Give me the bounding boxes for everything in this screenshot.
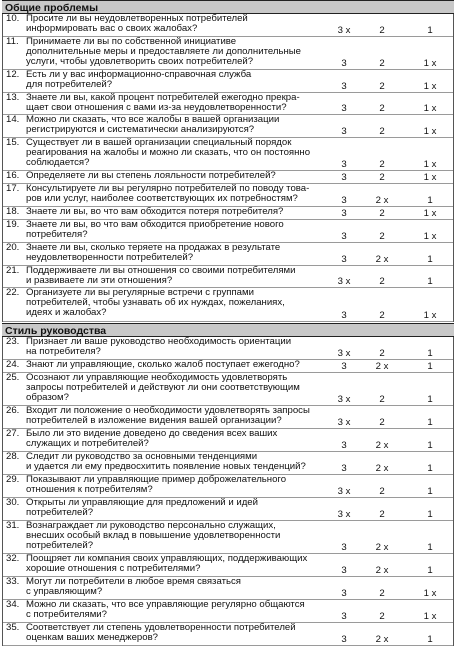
answer-2: 2 x xyxy=(375,565,389,576)
answer-2: 2 xyxy=(379,58,385,69)
question-text: Следит ли руководство за основными тенденциями и удается ли ему предвосхитить появление новых тенденций? xyxy=(26,451,306,472)
table-row xyxy=(3,337,453,360)
answer-2: 2 x xyxy=(375,542,389,553)
answer-1: 1 xyxy=(427,254,433,265)
answer-2: 2 xyxy=(379,81,385,92)
answer-2: 2 xyxy=(379,348,385,359)
answer-1: 1 xyxy=(427,542,433,553)
section-title-general: Общие проблемы xyxy=(2,0,454,14)
question-number: 31. xyxy=(6,520,20,531)
question-text: Открыты ли управляющие для предложений и идей потребителей? xyxy=(26,497,258,518)
question-number: 13. xyxy=(6,92,20,103)
table-row xyxy=(3,623,453,646)
question-text: Было ли это видение доведено до сведения всех ваших служащих и потребителей? xyxy=(26,428,278,449)
answer-2: 2 xyxy=(379,310,385,321)
answer-1: 1 xyxy=(427,25,433,36)
question-number: 30. xyxy=(6,497,20,508)
answer-1: 1 xyxy=(427,417,433,428)
answer-2: 2 xyxy=(379,159,385,170)
question-number: 11. xyxy=(6,36,19,47)
question-text: Входит ли положение о необходимости удовлетворять запросы потребителей в изложение видения вашей организации? xyxy=(26,405,310,426)
question-text: Могут ли потребители в любое время связаться с управляющим? xyxy=(26,576,241,597)
answer-2: 2 xyxy=(379,172,385,183)
table-row xyxy=(3,600,453,623)
question-text: Знают ли управляющие, сколько жалоб поступает ежегодно? xyxy=(26,359,300,370)
table-row xyxy=(3,429,453,452)
answer-3: 3 xyxy=(341,81,347,92)
answer-2: 2 xyxy=(379,588,385,599)
answer-1: 1 xyxy=(427,348,433,359)
answer-1: 1 x xyxy=(423,172,437,183)
answer-2: 2 xyxy=(379,126,385,137)
answer-2: 2 xyxy=(379,509,385,520)
table-row xyxy=(3,577,453,600)
question-text: Поощряет ли компания своих управляющих, поддерживающих хорошие отношения с потребителями? xyxy=(26,553,308,574)
answer-2: 2 xyxy=(379,417,385,428)
answer-3: 3 xyxy=(341,361,347,372)
answer-3: 3 xyxy=(341,463,347,474)
table-row xyxy=(3,14,453,37)
answer-2: 2 x xyxy=(375,463,389,474)
answer-1: 1 xyxy=(427,361,433,372)
question-text: Показывают ли управляющие пример доброжелательного отношения к потребителям? xyxy=(26,474,287,495)
answer-1: 1 x xyxy=(423,58,437,69)
answer-2: 2 xyxy=(379,231,385,242)
question-number: 34. xyxy=(6,599,20,610)
question-text: Организуете ли вы регулярные встречи с группами потребителей, чтобы узнавать об их нуждах, пожеланиях, идеях и жалобах? xyxy=(26,287,285,318)
answer-1: 1 xyxy=(427,565,433,576)
answer-1: 1 x xyxy=(423,126,437,137)
answer-1: 1 xyxy=(427,486,433,497)
answer-2: 2 xyxy=(379,611,385,622)
answer-3: 3 xyxy=(341,195,347,206)
answer-1: 1 x xyxy=(423,81,437,92)
answer-3: 3 xyxy=(341,254,347,265)
question-number: 17. xyxy=(6,183,20,194)
question-number: 33. xyxy=(6,576,20,587)
question-text: Просите ли вы неудовлетворенных потребителей информировать вас о своих жалобах? xyxy=(26,13,248,34)
answer-2: 2 xyxy=(379,103,385,114)
answer-3: 3 xyxy=(341,231,347,242)
answer-3: 3 xyxy=(341,634,347,645)
answer-3: 3 x xyxy=(337,486,351,497)
question-text: Есть ли у вас информационно-справочная служба для потребителей? xyxy=(26,69,252,90)
answer-3: 3 xyxy=(341,588,347,599)
question-text: Знаете ли вы, сколько теряете на продажах в результате неудовлетворенности потребителей? xyxy=(26,242,281,263)
answer-2: 2 x xyxy=(375,361,389,372)
answer-3: 3 xyxy=(341,542,347,553)
question-number: 23. xyxy=(6,336,20,347)
question-number: 25. xyxy=(6,372,20,383)
question-number: 19. xyxy=(6,219,20,230)
table-row xyxy=(3,93,453,115)
question-text: Вознаграждает ли руководство персонально служащих, внесших особый вклад в повышение удовлетворенности потребителей? xyxy=(26,520,281,551)
answer-2: 2 xyxy=(379,486,385,497)
question-text: Определяете ли вы степень лояльности потребителей? xyxy=(26,170,276,181)
question-number: 29. xyxy=(6,474,20,485)
answer-1: 1 x xyxy=(423,611,437,622)
section-title-leadership: Стиль руководства xyxy=(2,323,454,337)
answer-1: 1 x xyxy=(423,159,437,170)
answer-1: 1 xyxy=(427,463,433,474)
answer-3: 3 xyxy=(341,172,347,183)
answer-3: 3 xyxy=(341,58,347,69)
question-text: Можно ли сказать, что все управляющие регулярно общаются с потребителями? xyxy=(26,599,305,620)
answer-3: 3 xyxy=(341,208,347,219)
answer-2: 2 xyxy=(379,394,385,405)
question-number: 16. xyxy=(6,170,20,181)
question-text: Знаете ли вы, какой процент потребителей ежегодно прекра- щает свои отношения с вами из-за неудовлетворенности? xyxy=(26,92,300,113)
table-row xyxy=(3,373,453,406)
question-number: 12. xyxy=(6,69,20,80)
answer-1: 1 xyxy=(427,195,433,206)
answer-3: 3 x xyxy=(337,25,351,36)
answer-1: 1 xyxy=(427,276,433,287)
table-row xyxy=(3,138,453,171)
answer-3: 3 x xyxy=(337,348,351,359)
answer-3: 3 xyxy=(341,440,347,451)
question-text: Осознают ли управляющие необходимость удовлетворять запросы потребителей и действуют ли они соответствующим образом? xyxy=(26,372,300,403)
answer-2: 2 x xyxy=(375,440,389,451)
question-number: 26. xyxy=(6,405,20,416)
answer-2: 2 x xyxy=(375,254,389,265)
answer-3: 3 xyxy=(341,310,347,321)
question-number: 14. xyxy=(6,114,20,125)
question-number: 24. xyxy=(6,359,20,370)
answer-2: 2 x xyxy=(375,634,389,645)
table-row xyxy=(3,475,453,498)
section-rows-general xyxy=(2,14,454,322)
table-row xyxy=(3,554,453,577)
questionnaire-sheet xyxy=(2,0,454,646)
table-row xyxy=(3,220,453,243)
table-row xyxy=(3,406,453,429)
answer-1: 1 x xyxy=(423,310,437,321)
answer-2: 2 xyxy=(379,276,385,287)
question-text: Принимаете ли вы по собственной инициативе дополнительные меры и предоставляете ли дополнительные услуги, чтобы удовлетворить своих потребителей? xyxy=(26,36,301,67)
question-number: 15. xyxy=(6,137,20,148)
question-text: Консультируете ли вы регулярно потребителей по поводу това- ров или услуг, наиболее соответствующих их потребностям? xyxy=(26,183,310,204)
answer-1: 1 xyxy=(427,394,433,405)
question-number: 27. xyxy=(6,428,20,439)
question-number: 21. xyxy=(6,265,20,276)
table-row xyxy=(3,70,453,93)
question-text: Соответствует ли степень удовлетворенности потребителей оценкам ваших менеджеров? xyxy=(26,622,296,643)
table-row xyxy=(3,266,453,288)
table-row xyxy=(3,37,453,70)
question-number: 22. xyxy=(6,287,20,298)
answer-3: 3 x xyxy=(337,276,351,287)
section-rows-leadership xyxy=(2,337,454,646)
answer-3: 3 xyxy=(341,565,347,576)
answer-1: 1 xyxy=(427,634,433,645)
answer-3: 3 x xyxy=(337,417,351,428)
question-number: 32. xyxy=(6,553,20,564)
table-row xyxy=(3,115,453,138)
answer-1: 1 x xyxy=(423,231,437,242)
question-number: 28. xyxy=(6,451,20,462)
answer-3: 3 xyxy=(341,126,347,137)
answer-1: 1 xyxy=(427,440,433,451)
question-text: Знаете ли вы, во что вам обходится приобретение нового потребителя? xyxy=(26,219,284,240)
answer-1: 1 x xyxy=(423,588,437,599)
answer-3: 3 xyxy=(341,159,347,170)
answer-2: 2 x xyxy=(375,195,389,206)
answer-3: 3 x xyxy=(337,394,351,405)
answer-1: 1 x xyxy=(423,208,437,219)
question-text: Признает ли ваше руководство необходимость ориентации на потребителя? xyxy=(26,336,292,357)
table-row xyxy=(3,521,453,554)
table-row xyxy=(3,452,453,475)
answer-3: 3 xyxy=(341,103,347,114)
answer-1: 1 x xyxy=(423,103,437,114)
question-number: 35. xyxy=(6,622,20,633)
answer-3: 3 xyxy=(341,611,347,622)
question-text: Знаете ли вы, во что вам обходится потеря потребителя? xyxy=(26,206,284,217)
answer-3: 3 x xyxy=(337,509,351,520)
table-row xyxy=(3,184,453,207)
table-row xyxy=(3,498,453,521)
question-number: 18. xyxy=(6,206,20,217)
question-text: Поддерживаете ли вы отношения со своими потребителями и развиваете ли эти отношения? xyxy=(26,265,296,286)
question-text: Существует ли в вашей организации специальный порядок реагирования на жалобы и можно ли сказать, что он постоянно соблюдается? xyxy=(26,137,311,168)
answer-1: 1 xyxy=(427,509,433,520)
answer-2: 2 xyxy=(379,208,385,219)
answer-2: 2 xyxy=(379,25,385,36)
question-number: 10. xyxy=(6,13,20,24)
question-number: 20. xyxy=(6,242,20,253)
question-text: Можно ли сказать, что все жалобы в вашей организации регистрируются и систематически анализируются? xyxy=(26,114,280,135)
table-row xyxy=(3,243,453,266)
table-row xyxy=(3,288,453,322)
